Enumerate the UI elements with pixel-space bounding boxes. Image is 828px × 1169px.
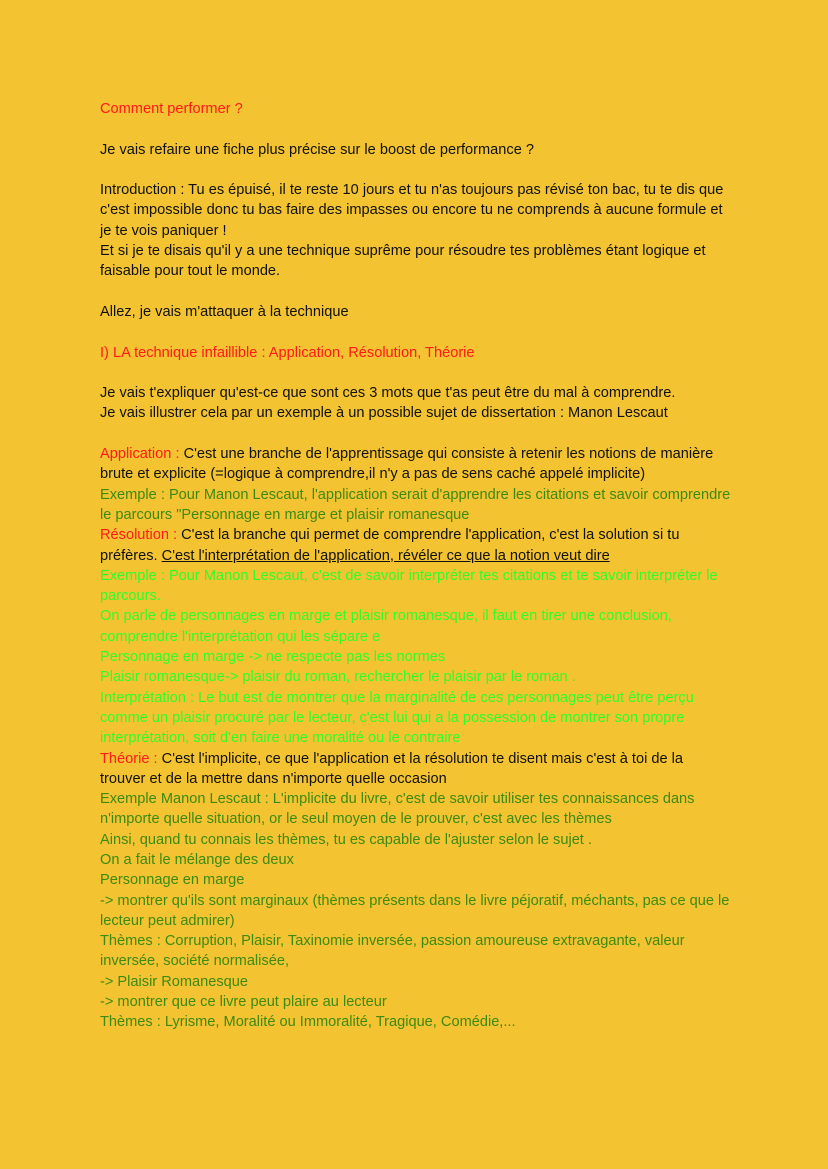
- resolution-line: Personnage en marge -> ne respecte pas les normes: [100, 649, 446, 666]
- theorie-line: -> montrer que ce livre peut plaire au lecteur: [100, 994, 387, 1011]
- theorie-themes: Thèmes : Corruption, Plaisir, Taxinomie inversée, passion amoureuse extravagante, valeur inversée, société normalisée,: [100, 933, 685, 970]
- resolution-example: Exemple : Pour Manon Lescaut, c'est de savoir interpréter tes citations et te savoir interpréter le parcours.: [100, 567, 718, 605]
- application-text: C'est une branche de l'apprentissage qui consiste à retenir les notions de manière brute et explicite (=logique à comprendre,il n'y a pas de sens caché appelé implicite): [100, 446, 714, 483]
- explain-line-2: Je vais illustrer cela par un exemple à un possible sujet de dissertation : Manon Lescaut: [100, 405, 668, 422]
- resolution-text: C'est la branche qui permet de comprendre l'application, c'est la solution si tu préfères.: [100, 527, 680, 564]
- theorie-definition: [100, 749, 732, 790]
- resolution-line: Plaisir romanesque-> plaisir du roman, rechercher le plaisir par le roman .: [100, 669, 576, 686]
- application-label: Application :: [100, 446, 184, 463]
- theorie-line: Personnage en marge: [100, 872, 245, 889]
- theorie-themes: Thèmes : Lyrisme, Moralité ou Immoralité, Tragique, Comédie,...: [100, 1014, 516, 1031]
- resolution-interpretation: Interprétation : Le but est de montrer que la marginalité de ces personnages peut être perçu comme un plaisir procuré par le lecteur, c'est lui qui a la possession de montrer son propre interprétation, soit d'en faire une moralité ou le contraire: [100, 689, 694, 747]
- theorie-label: Théorie :: [100, 750, 162, 767]
- resolution-definition: [100, 525, 732, 566]
- theorie-example: Exemple Manon Lescaut : L'implicite du livre, c'est de savoir utiliser tes connaissances dans n'importe quelle situation, or le seul moyen de le prouver, c'est avec les thèmes: [100, 791, 695, 828]
- resolution-underlined-text: C'est l'interprétation de l'application, révéler ce que la notion veut dire: [161, 547, 610, 564]
- theorie-line: -> montrer qu'ils sont marginaux (thèmes présents dans le livre péjoratif, méchants, pas ce que le lecteur peut admirer): [100, 892, 730, 929]
- theorie-text: C'est l'implicite, ce que l'application et la résolution te disent mais c'est à toi de la trouver et de la mettre dans n'importe quelle occasion: [100, 750, 684, 787]
- allez-line: Allez, je vais m'attaquer à la technique: [100, 303, 349, 320]
- intro-line: Je vais refaire une fiche plus précise sur le boost de performance ?: [100, 141, 534, 158]
- document-page: [100, 99, 732, 1033]
- resolution-label: Résolution :: [100, 527, 182, 544]
- section-heading: I) LA technique infaillible : Application, Résolution, Théorie: [100, 344, 475, 361]
- theorie-line: On a fait le mélange des deux: [100, 851, 294, 868]
- resolution-line: On parle de personnages en marge et plaisir romanesque, il faut en tirer une conclusion, comprendre l'interprétation qui les sépare e: [100, 608, 672, 645]
- introduction-paragraph-2: Et si je te disais qu'il y a une technique suprême pour résoudre tes problèmes étant logique et faisable pour tout le monde.: [100, 243, 706, 280]
- page-title: Comment performer ?: [100, 101, 243, 117]
- explain-line: Je vais t'expliquer qu'est-ce que sont ces 3 mots que t'as peut être du mal à comprendre.: [100, 385, 676, 402]
- application-definition: [100, 444, 732, 485]
- theorie-line: Ainsi, quand tu connais les thèmes, tu es capable de l'ajuster selon le sujet .: [100, 831, 592, 848]
- introduction-paragraph: Introduction : Tu es épuisé, il te reste 10 jours et tu n'as toujours pas révisé ton bac, tu te dis que c'est impossible donc tu bas faire des impasses ou encore tu ne comprends à aucune formule et je te vois paniquer !: [100, 182, 724, 239]
- application-example: Exemple : Pour Manon Lescaut, l'application serait d'apprendre les citations et savoir comprendre le parcours "Personnage en marge et plaisir romanesque: [100, 486, 731, 523]
- theorie-line: -> Plaisir Romanesque: [100, 973, 249, 990]
